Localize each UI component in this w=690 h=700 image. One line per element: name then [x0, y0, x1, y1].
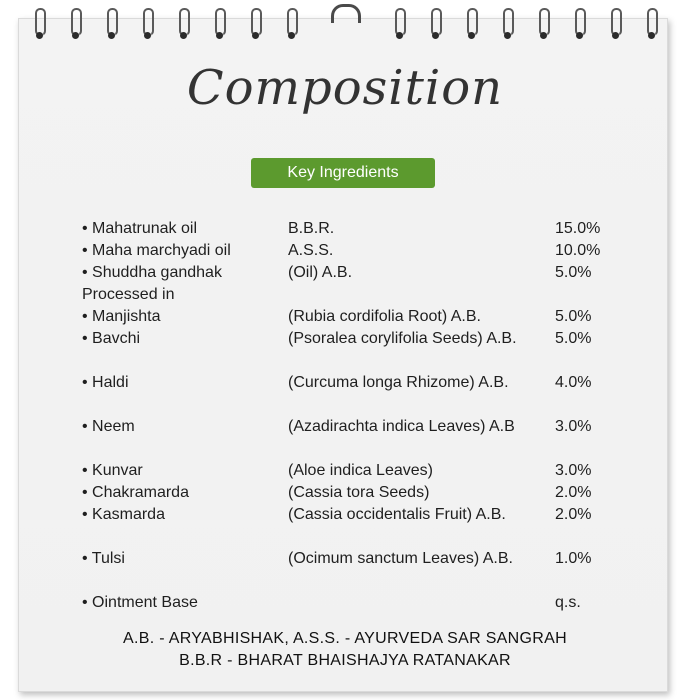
abbreviation-note-2: B.B.R - BHARAT BHAISHAJYA RATANAKAR: [179, 652, 511, 669]
ingredient-name: • Manjishta: [82, 308, 161, 325]
ingredient-amount: q.s.: [555, 594, 581, 611]
ingredient-name: • Chakramarda: [82, 484, 189, 501]
ingredient-amount: 5.0%: [555, 330, 592, 347]
binding-ring: [142, 8, 152, 42]
ingredient-amount: 2.0%: [555, 484, 592, 501]
binding-ring: [178, 8, 188, 42]
ingredient-source: (Azadirachta indica Leaves) A.B: [288, 418, 515, 435]
ingredient-amount: 3.0%: [555, 462, 592, 479]
ingredient-name: Processed in: [82, 286, 175, 303]
ingredient-amount: 4.0%: [555, 374, 592, 391]
binding-ring: [286, 8, 296, 42]
ingredient-amount: 1.0%: [555, 550, 592, 567]
ingredient-name: • Haldi: [82, 374, 129, 391]
ingredient-row: [82, 592, 642, 614]
ingredient-list: [82, 218, 642, 614]
ingredient-source: (Aloe indica Leaves): [288, 462, 433, 479]
ingredient-row: [82, 548, 642, 592]
ingredient-name: • Shuddha gandhak: [82, 264, 222, 281]
hanger-hook: [331, 4, 361, 23]
ingredient-row: [82, 262, 642, 284]
ingredient-amount: 15.0%: [555, 220, 601, 237]
abbreviation-note-1: A.B. - ARYABHISHAK, A.S.S. - AYURVEDA SAR SANGRAH: [123, 630, 567, 647]
key-ingredients-badge: Key Ingredients: [251, 158, 435, 188]
ingredient-row: [82, 504, 642, 548]
spiral-binding: [0, 0, 690, 44]
page-title: Composition: [186, 60, 504, 116]
ingredient-row: [82, 240, 642, 262]
ingredient-source: (Cassia occidentalis Fruit) A.B.: [288, 506, 506, 523]
ingredient-row: [82, 306, 642, 328]
ingredient-amount: 5.0%: [555, 308, 592, 325]
binding-ring: [70, 8, 80, 42]
ingredient-name: • Kasmarda: [82, 506, 165, 523]
binding-ring: [574, 8, 584, 42]
ingredient-row: [82, 372, 642, 416]
ingredient-row: [82, 482, 642, 504]
ingredient-row: [82, 416, 642, 460]
ingredient-amount: 2.0%: [555, 506, 592, 523]
ingredient-name: • Kunvar: [82, 462, 143, 479]
ingredient-row: [82, 284, 642, 306]
ingredient-row: [82, 460, 642, 482]
ingredient-source: (Oil) A.B.: [288, 264, 353, 281]
binding-ring: [214, 8, 224, 42]
binding-ring: [250, 8, 260, 42]
binding-ring: [466, 8, 476, 42]
ingredient-name: • Neem: [82, 418, 135, 435]
binding-ring: [502, 8, 512, 42]
binding-ring: [394, 8, 404, 42]
ingredient-row: [82, 328, 642, 372]
ingredient-source: (Cassia tora Seeds): [288, 484, 430, 501]
binding-ring: [430, 8, 440, 42]
ingredient-name: • Maha marchyadi oil: [82, 242, 231, 259]
binding-ring: [610, 8, 620, 42]
binding-ring: [646, 8, 656, 42]
ingredient-amount: 10.0%: [555, 242, 601, 259]
ingredient-amount: 3.0%: [555, 418, 592, 435]
binding-ring: [106, 8, 116, 42]
binding-ring: [538, 8, 548, 42]
binding-ring: [34, 8, 44, 42]
ingredient-amount: 5.0%: [555, 264, 592, 281]
ingredient-source: (Ocimum sanctum Leaves) A.B.: [288, 550, 513, 567]
ingredient-source: B.B.R.: [288, 220, 335, 237]
ingredient-name: • Bavchi: [82, 330, 141, 347]
ingredient-source: (Psoralea corylifolia Seeds) A.B.: [288, 330, 517, 347]
ingredient-row: [82, 218, 642, 240]
ingredient-name: • Ointment Base: [82, 594, 198, 611]
ingredient-source: (Rubia cordifolia Root) A.B.: [288, 308, 481, 325]
ingredient-source: (Curcuma longa Rhizome) A.B.: [288, 374, 509, 391]
ingredient-name: • Mahatrunak oil: [82, 220, 197, 237]
ingredient-source: A.S.S.: [288, 242, 334, 259]
ingredient-name: • Tulsi: [82, 550, 125, 567]
